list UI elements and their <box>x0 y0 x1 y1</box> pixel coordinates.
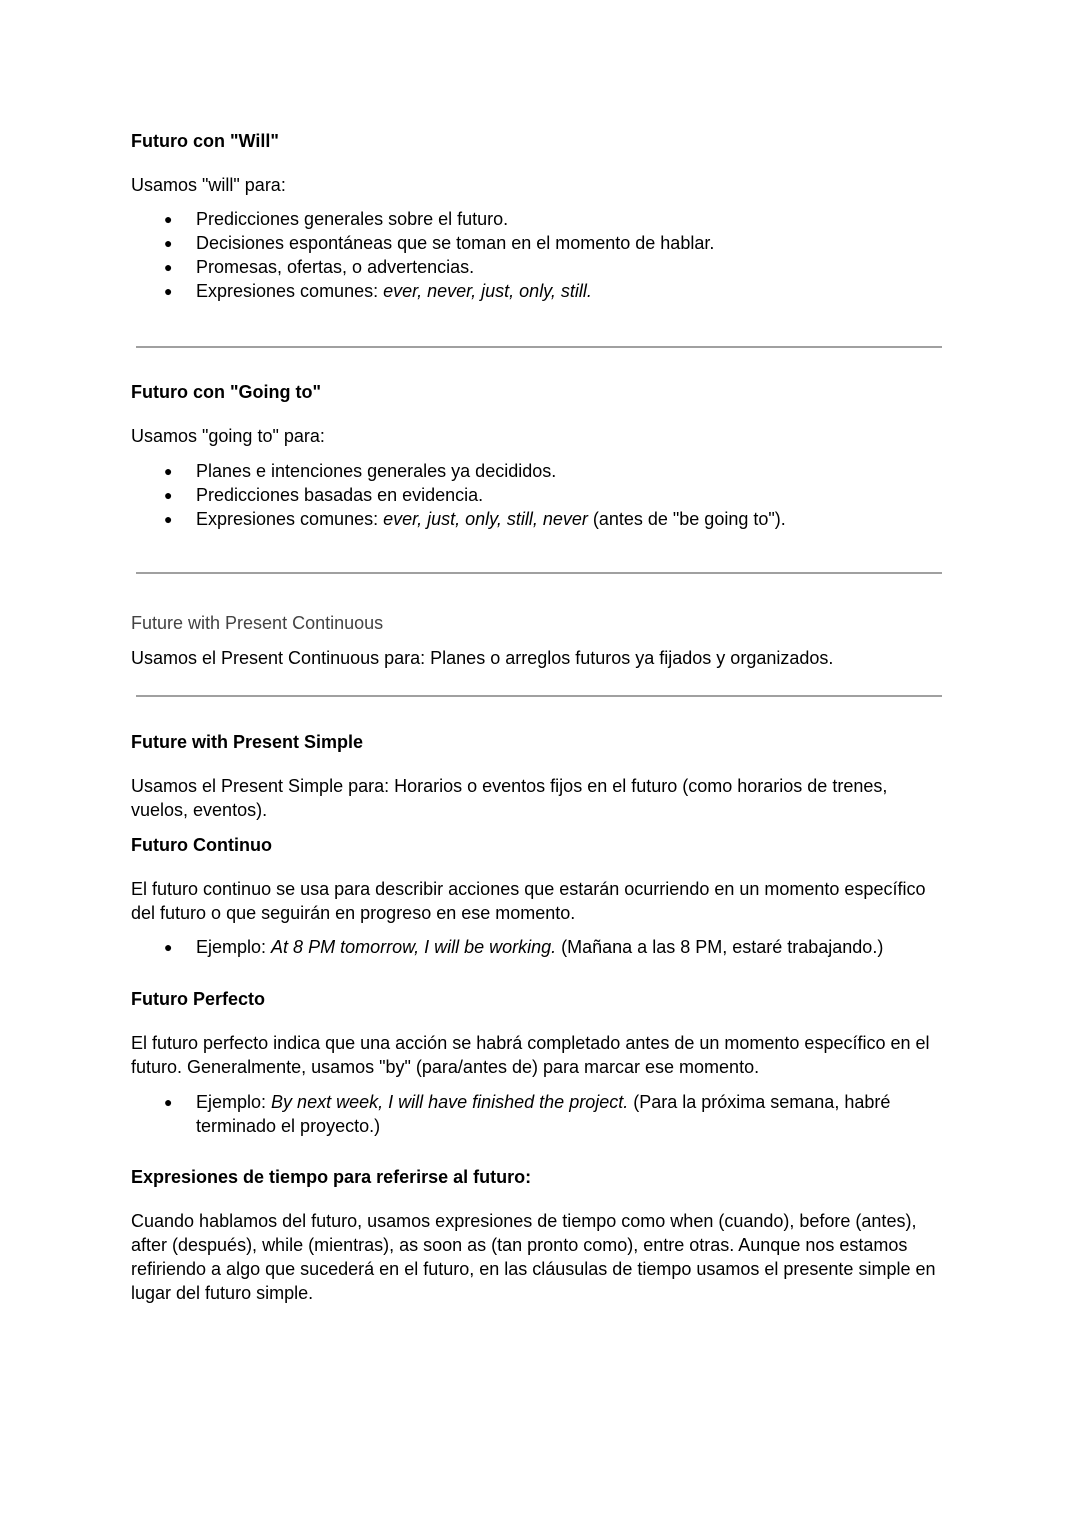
divider <box>136 695 942 697</box>
expr-label: Expresiones comunes: <box>196 281 384 301</box>
present-continuous-text: Usamos el Present Continuous para: Planes o arreglos futuros ya fijados y organizados. <box>131 648 834 668</box>
list-item: ● Predicciones basadas en evidencia. <box>131 483 946 507</box>
list-item <box>131 507 946 531</box>
list-item <box>131 935 946 959</box>
example-translation: (Para la próxima semana, habré terminado el proyecto.) <box>196 1092 891 1136</box>
expr-words: ever, just, only, still, never <box>383 509 588 529</box>
will-list <box>131 207 946 303</box>
will-intro: Usamos "will" para: <box>131 175 286 195</box>
expresiones-text: Cuando hablamos del futuro, usamos expresiones de tiempo como when (cuando), before (antes), after (después), while (mientras), as soon as (tan pronto como), entre otras. Aunque nos estamos refiriendo a algo que sucederá en el futuro, en las cláusulas de tiempo usamos el presente simple en lugar del futuro simple. <box>131 1211 936 1303</box>
heading-futuro-going-to: Futuro con "Going to" <box>131 382 322 402</box>
example-label: Ejemplo: <box>196 937 272 957</box>
futuro-perfecto-list <box>131 1090 921 1138</box>
heading-present-continuous: Future with Present Continuous <box>131 613 384 633</box>
example-sentence: At 8 PM tomorrow, I will be working. <box>271 937 557 957</box>
example-label: Ejemplo: <box>196 1092 272 1112</box>
futuro-continuo-text: El futuro continuo se usa para describir acciones que estarán ocurriendo en un momento específico del futuro o que seguirán en progreso en ese momento. <box>131 879 926 923</box>
heading-futuro-will: Futuro con "Will" <box>131 131 279 151</box>
list-item: ● Promesas, ofertas, o advertencias. <box>131 255 946 279</box>
expr-words: ever, never, just, only, still. <box>383 281 592 301</box>
going-to-intro: Usamos "going to" para: <box>131 426 325 446</box>
divider <box>136 346 942 348</box>
going-to-list <box>131 459 946 531</box>
futuro-continuo-list <box>131 935 946 959</box>
expr-label: Expresiones comunes: <box>196 509 384 529</box>
expr-tail: (antes de "be going to"). <box>587 509 786 529</box>
example-sentence: By next week, I will have finished the project. <box>271 1092 629 1112</box>
heading-expresiones-tiempo: Expresiones de tiempo para referirse al futuro: <box>131 1167 532 1187</box>
heading-futuro-perfecto: Futuro Perfecto <box>131 989 266 1009</box>
list-item <box>131 1090 921 1138</box>
present-simple-text: Usamos el Present Simple para: Horarios o eventos fijos en el futuro (como horarios de trenes, vuelos, eventos). <box>131 776 888 820</box>
example-translation: (Mañana a las 8 PM, estaré trabajando.) <box>556 937 884 957</box>
list-item <box>131 279 946 303</box>
heading-present-simple: Future with Present Simple <box>131 732 364 752</box>
list-item: ● Decisiones espontáneas que se toman en el momento de hablar. <box>131 231 946 255</box>
heading-futuro-continuo: Futuro Continuo <box>131 835 272 855</box>
list-item: ● Planes e intenciones generales ya decididos. <box>131 459 946 483</box>
divider <box>136 572 942 574</box>
list-item: ● Predicciones generales sobre el futuro. <box>131 207 946 231</box>
futuro-perfecto-text: El futuro perfecto indica que una acción se habrá completado antes de un momento específico en el futuro. Generalmente, usamos "by" (para/antes de) para marcar ese momento. <box>131 1033 930 1077</box>
